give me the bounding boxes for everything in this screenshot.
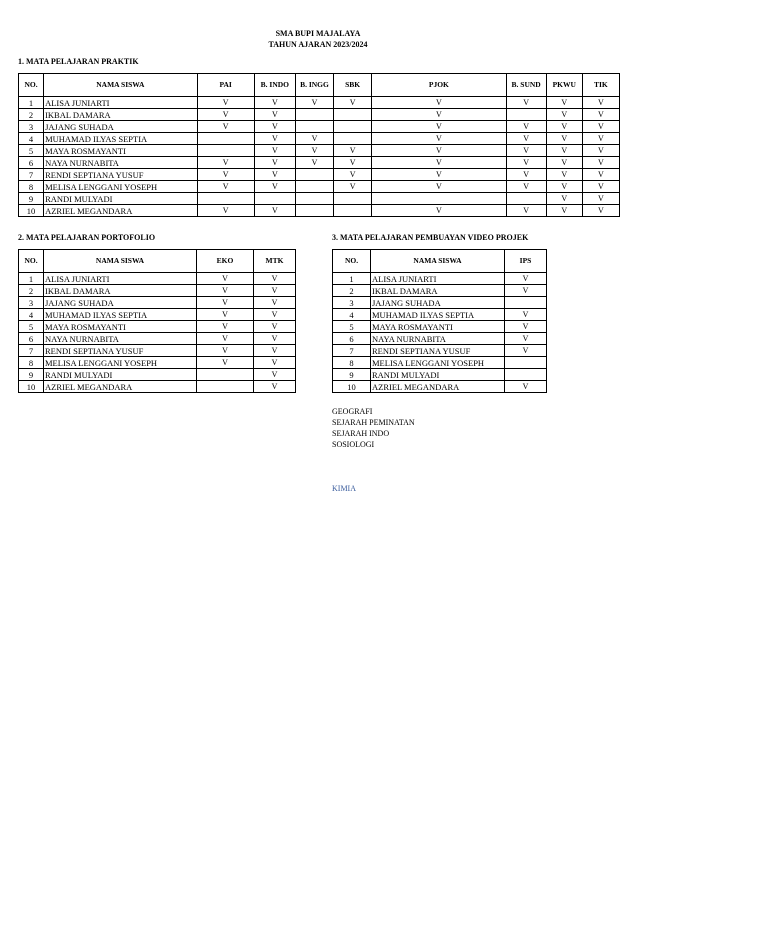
subject-mark: V [254,345,296,357]
subject-mark: V [254,381,296,393]
row-number: 7 [19,345,44,357]
subject-mark: V [582,121,619,133]
note-item: GEOGRAFI [332,407,373,416]
table-row [333,321,547,333]
subject-mark [197,381,254,393]
kimia-note[interactable]: KIMIA [332,484,356,493]
subject-mark [197,133,254,145]
subject-mark: V [334,181,372,193]
table-row [19,133,620,145]
student-name: MUHAMAD ILYAS SEPTIA [44,309,197,321]
subject-mark: V [254,157,295,169]
column-header: TIK [582,74,619,97]
subject-mark [334,133,372,145]
table-row [19,333,296,345]
subject-mark: V [582,157,619,169]
table-row [19,193,620,205]
subject-mark: V [197,321,254,333]
subject-mark: V [254,181,295,193]
subject-mark: V [505,285,547,297]
subject-mark: V [254,273,296,285]
subject-mark: V [295,133,333,145]
student-name: AZRIEL MEGANDARA [44,381,197,393]
column-header: PKWU [546,74,582,97]
table-row [333,369,547,381]
subject-mark: V [334,145,372,157]
subject-mark: V [197,297,254,309]
practice-subjects-table [18,73,620,217]
academic-year: TAHUN AJARAN 2023/2024 [268,40,368,49]
table-row [333,381,547,393]
row-number: 5 [19,145,44,157]
note-item: SEJARAH INDO [332,429,390,438]
table-row [333,345,547,357]
subject-mark [334,205,372,217]
subject-mark: V [334,169,372,181]
table-row [19,97,620,109]
subject-mark: V [546,133,582,145]
subject-mark: V [505,333,547,345]
student-name: MELISA LENGGANI YOSEPH [44,357,197,369]
row-number: 10 [333,381,371,393]
student-name: NAYA NURNABITA [44,157,198,169]
subject-mark: V [197,285,254,297]
subject-mark [506,109,546,121]
subject-mark: V [372,205,506,217]
subject-mark: V [506,205,546,217]
table-row [19,321,296,333]
subject-mark: V [546,145,582,157]
subject-mark: V [197,181,254,193]
subject-mark: V [372,109,506,121]
student-name: MUHAMAD ILYAS SEPTIA [371,309,505,321]
table-header-row [333,250,547,273]
column-header: IPS [505,250,547,273]
subject-mark: V [505,345,547,357]
student-name: NAYA NURNABITA [44,333,197,345]
column-header: NO. [333,250,371,273]
subject-mark: V [505,381,547,393]
student-name: MAYA ROSMAYANTI [44,145,198,157]
note-item: SEJARAH PEMINATAN [332,418,415,427]
subject-mark: V [546,121,582,133]
subject-mark [295,169,333,181]
subject-mark: V [546,157,582,169]
subject-mark: V [582,181,619,193]
table-row [19,357,296,369]
table-row [333,357,547,369]
row-number: 8 [19,181,44,193]
row-number: 2 [19,285,44,297]
subject-mark: V [546,169,582,181]
table-row [19,169,620,181]
student-name: ALISA JUNIARTI [44,273,197,285]
row-number: 10 [19,205,44,217]
subject-mark: V [506,181,546,193]
subject-mark: V [582,133,619,145]
row-number: 3 [333,297,371,309]
subject-mark: V [372,169,506,181]
school-name: SMA BUPI MAJALAYA [275,29,361,38]
subject-mark: V [372,181,506,193]
column-header: NAMA SISWA [44,74,198,97]
subject-mark: V [505,273,547,285]
student-name: RENDI SEPTIANA YUSUF [44,169,198,181]
table-row [19,285,296,297]
subject-mark: V [197,205,254,217]
subject-mark: V [506,145,546,157]
subject-mark: V [546,181,582,193]
row-number: 6 [333,333,371,345]
subject-mark: V [254,309,296,321]
student-name: IKBAL DAMARA [44,285,197,297]
subject-mark [506,193,546,205]
subject-mark [505,369,547,381]
table-row [19,309,296,321]
row-number: 3 [19,297,44,309]
row-number: 8 [333,357,371,369]
subject-mark [295,121,333,133]
student-name: MAYA ROSMAYANTI [44,321,197,333]
subject-mark: V [506,97,546,109]
column-header: NO. [19,74,44,97]
row-number: 7 [19,169,44,181]
table-row [333,333,547,345]
column-header: MTK [254,250,296,273]
subject-mark: V [197,309,254,321]
subject-mark: V [254,297,296,309]
row-number: 6 [19,157,44,169]
row-number: 2 [19,109,44,121]
subject-mark: V [506,133,546,145]
table-row [19,121,620,133]
column-header: NAMA SISWA [371,250,505,273]
subject-mark: V [295,157,333,169]
student-name: MUHAMAD ILYAS SEPTIA [44,133,198,145]
row-number: 5 [333,321,371,333]
subject-mark [334,121,372,133]
subject-mark: V [582,109,619,121]
subject-mark: V [254,133,295,145]
table-row [19,273,296,285]
subject-mark: V [505,321,547,333]
student-name: AZRIEL MEGANDARA [44,205,198,217]
section3-title: 3. MATA PELAJARAN PEMBUAYAN VIDEO PROJEK [332,233,529,242]
subject-mark [295,181,333,193]
row-number: 2 [333,285,371,297]
table-row [19,297,296,309]
student-name: NAYA NURNABITA [371,333,505,345]
column-header: NO. [19,250,44,273]
subject-mark: V [372,133,506,145]
table-row [333,309,547,321]
row-number: 4 [19,309,44,321]
student-name: ALISA JUNIARTI [371,273,505,285]
table-row [333,285,547,297]
subject-notes [332,406,415,450]
subject-mark: V [254,169,295,181]
row-number: 9 [19,369,44,381]
row-number: 4 [333,309,371,321]
table-row [19,157,620,169]
subject-mark: V [254,145,295,157]
subject-mark: V [546,205,582,217]
subject-mark: V [506,157,546,169]
table-header-row [19,74,620,97]
row-number: 10 [19,381,44,393]
subject-mark: V [254,97,295,109]
subject-mark: V [197,345,254,357]
subject-mark: V [254,109,295,121]
student-name: RANDI MULYADI [44,193,198,205]
subject-mark: V [197,109,254,121]
subject-mark: V [197,169,254,181]
subject-mark [295,205,333,217]
column-header: NAMA SISWA [44,250,197,273]
student-name: MELISA LENGGANI YOSEPH [44,181,198,193]
subject-mark: V [582,193,619,205]
subject-mark: V [254,121,295,133]
subject-mark [372,193,506,205]
column-header: B. INGG [295,74,333,97]
section2-title: 2. MATA PELAJARAN PORTOFOLIO [18,233,156,242]
student-name: IKBAL DAMARA [44,109,198,121]
subject-mark: V [254,369,296,381]
subject-mark [334,193,372,205]
column-header: B. INDO [254,74,295,97]
column-header: PAI [197,74,254,97]
student-name: JAJANG SUHADA [44,121,198,133]
row-number: 5 [19,321,44,333]
table-row [19,109,620,121]
subject-mark [505,357,547,369]
subject-mark: V [372,145,506,157]
subject-mark: V [197,121,254,133]
student-name: IKBAL DAMARA [371,285,505,297]
subject-mark: V [582,169,619,181]
note-item: SOSIOLOGI [332,440,375,449]
table-row [19,145,620,157]
subject-mark [197,193,254,205]
row-number: 7 [333,345,371,357]
column-header: EKO [197,250,254,273]
student-name: MELISA LENGGANI YOSEPH [371,357,505,369]
subject-mark: V [372,97,506,109]
row-number: 1 [19,273,44,285]
subject-mark: V [254,205,295,217]
student-name: AZRIEL MEGANDARA [371,381,505,393]
subject-mark [295,109,333,121]
subject-mark: V [582,97,619,109]
subject-mark [334,109,372,121]
column-header: SBK [334,74,372,97]
subject-mark: V [582,205,619,217]
portfolio-subjects-table [18,249,296,393]
subject-mark: V [254,333,296,345]
subject-mark: V [546,97,582,109]
subject-mark: V [506,121,546,133]
subject-mark: V [254,285,296,297]
subject-mark [254,193,295,205]
student-name: RENDI SEPTIANA YUSUF [44,345,197,357]
row-number: 9 [19,193,44,205]
subject-mark: V [197,157,254,169]
subject-mark: V [295,145,333,157]
subject-mark: V [506,169,546,181]
subject-mark: V [505,309,547,321]
student-name: MAYA ROSMAYANTI [371,321,505,333]
row-number: 8 [19,357,44,369]
row-number: 1 [19,97,44,109]
table-row [333,297,547,309]
row-number: 6 [19,333,44,345]
student-name: RENDI SEPTIANA YUSUF [371,345,505,357]
subject-mark [295,193,333,205]
subject-mark: V [295,97,333,109]
subject-mark: V [546,109,582,121]
subject-mark [505,297,547,309]
subject-mark [197,369,254,381]
column-header: B. SUND [506,74,546,97]
table-row [19,345,296,357]
table-row [19,181,620,193]
subject-mark [197,145,254,157]
subject-mark: V [546,193,582,205]
table-row [333,273,547,285]
student-name: JAJANG SUHADA [44,297,197,309]
row-number: 3 [19,121,44,133]
table-row [19,205,620,217]
subject-mark: V [372,121,506,133]
table-header-row [19,250,296,273]
student-name: RANDI MULYADI [44,369,197,381]
subject-mark: V [372,157,506,169]
student-name: JAJANG SUHADA [371,297,505,309]
subject-mark: V [334,157,372,169]
subject-mark: V [197,273,254,285]
subject-mark: V [197,97,254,109]
table-row [19,369,296,381]
student-name: ALISA JUNIARTI [44,97,198,109]
subject-mark: V [197,357,254,369]
table-row [19,381,296,393]
row-number: 4 [19,133,44,145]
subject-mark: V [254,321,296,333]
subject-mark: V [254,357,296,369]
row-number: 1 [333,273,371,285]
subject-mark: V [582,145,619,157]
student-name: RANDI MULYADI [371,369,505,381]
subject-mark: V [197,333,254,345]
row-number: 9 [333,369,371,381]
section1-title: 1. MATA PELAJARAN PRAKTIK [18,57,139,66]
column-header: PJOK [372,74,506,97]
video-project-table [332,249,547,393]
subject-mark: V [334,97,372,109]
